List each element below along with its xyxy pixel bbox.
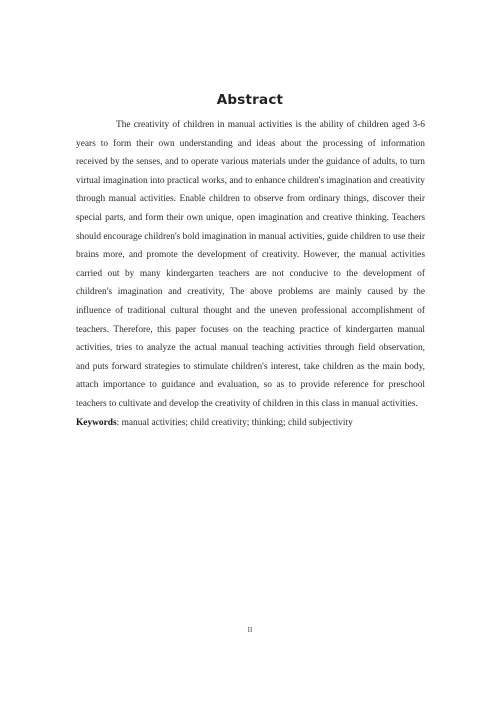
page-number: II xyxy=(247,626,253,634)
keywords-label: Keywords xyxy=(76,417,117,428)
abstract-body xyxy=(76,116,425,432)
keywords-line xyxy=(76,414,425,433)
keywords-list: : manual activities; child creativity; thinking; child subjectivity xyxy=(116,417,353,428)
abstract-paragraph: The creativity of children in manual activities is the ability of children aged 3-6 years to form their own understanding and ideas about the processing of information received by the senses, and to operate various materials under the guidance of adults, to turn virtual imagination into practical works, and to enhance children's imagination and creativity through manual activities. Enable children to observe from ordinary things, discover their special parts, and form their own unique, open imagination and creative thinking. Teachers should encourage children's bold imagination in manual activities, guide children to use their brains more, and promote the development of creativity. However, the manual activities carried out by many kindergarten teachers are not conducive to the development of children's imagination and creativity, The above problems are mainly caused by the influence of traditional cultural thought and the uneven professional accomplishment of teachers. Therefore, this paper focuses on the teaching practice of kindergarten manual activities, tries to analyze the actual manual teaching activities through field observation, and puts forward strategies to stimulate children's interest, take children as the main body, attach importance to guidance and evaluation, so as to provide reference for preschool teachers to cultivate and develop the creativity of children in this class in manual activities. xyxy=(76,120,425,409)
abstract-title: Abstract xyxy=(216,92,284,108)
